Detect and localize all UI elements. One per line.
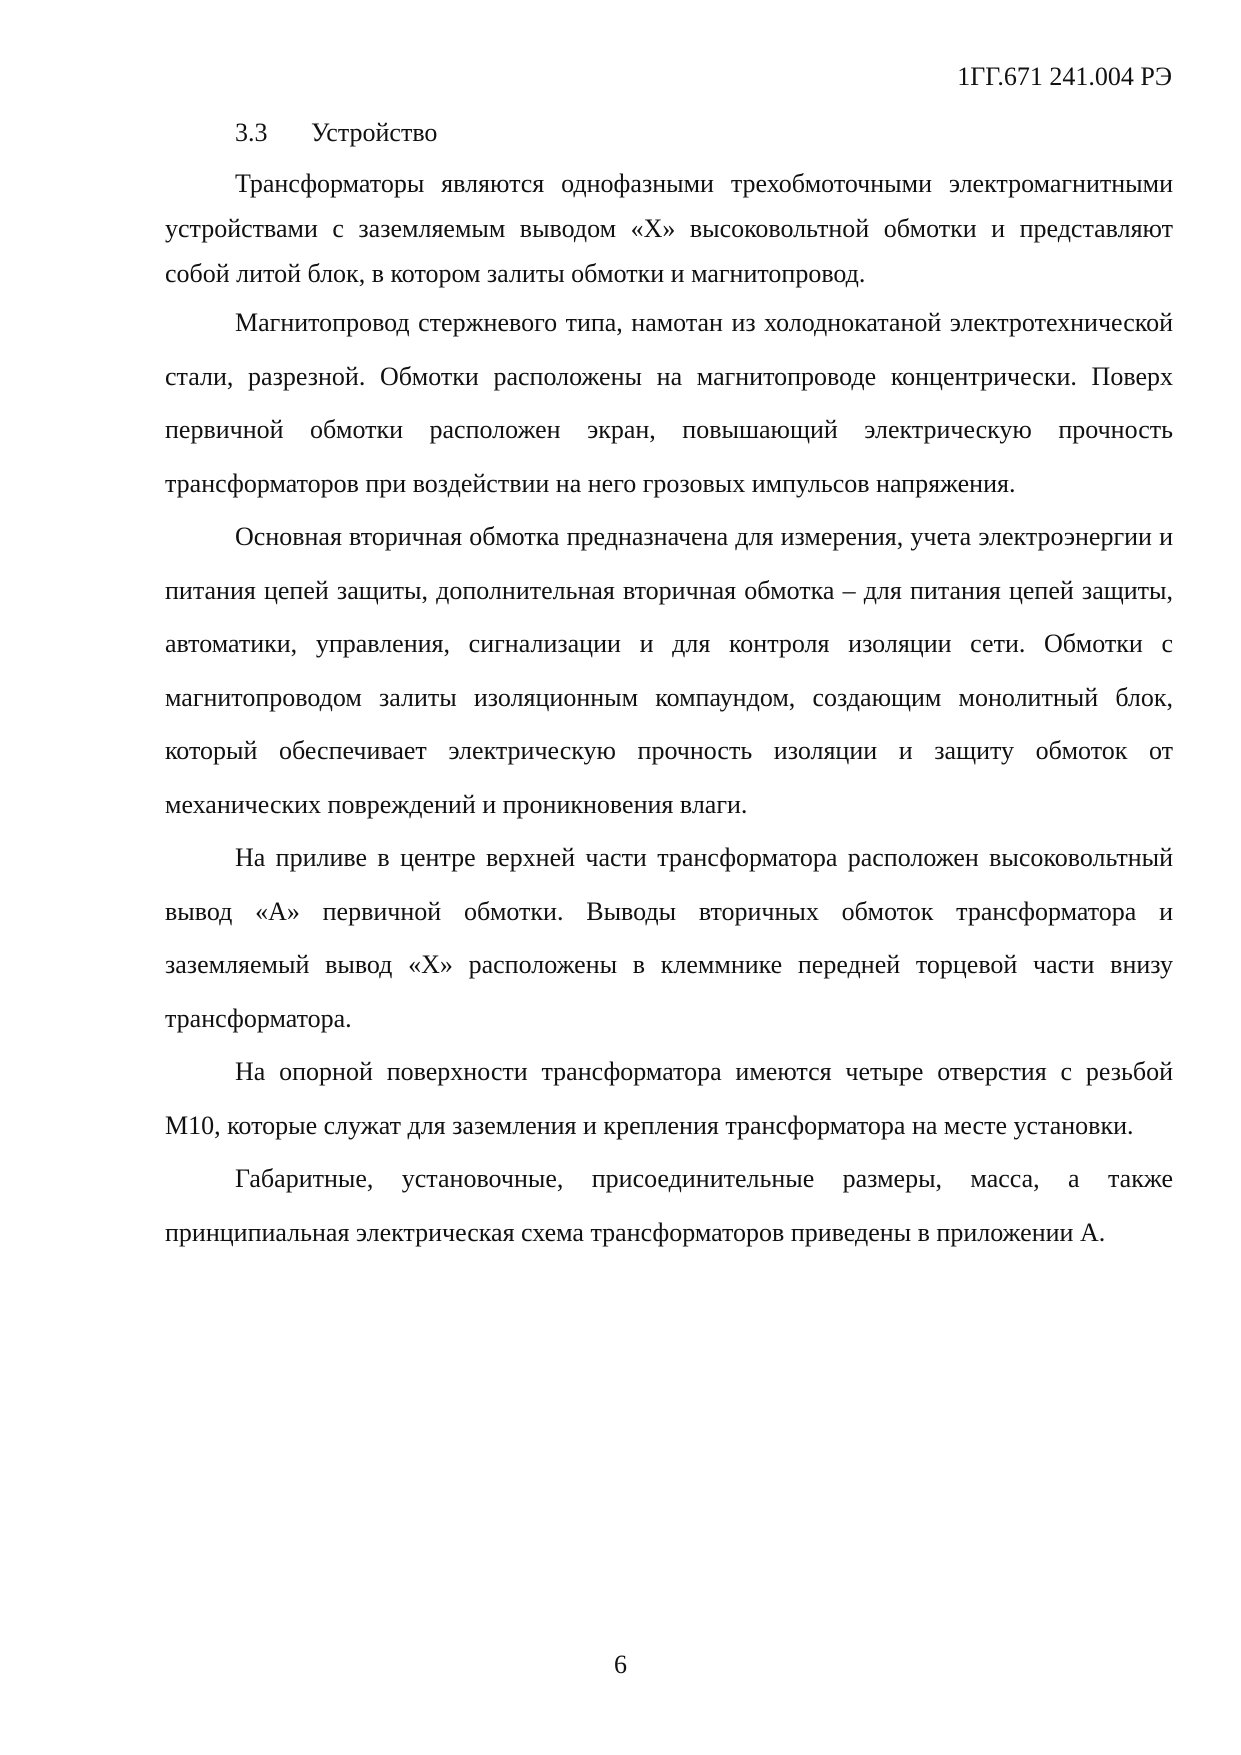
paragraph-secondary-winding: Основная вторичная обмотка предназначена для измерения, учета электроэнергии и питания цепей защиты, дополнительная вторичная обмотка – для питания цепей защиты, автоматики, управления, сигнализации и для контроля изоляции сети. Обмотки с магнитопроводом залиты изоляционным компаундом, создающим монолитный блок, который обеспечивает электрическую прочность изоляции и защиту обмоток от механических повреждений и проникновения влаги. — [165, 522, 1173, 819]
paragraph-mounting: На опорной поверхности трансформатора имеются четыре отверстия с резьбой М10, которые служат для заземления и крепления трансформатора на месте установки. — [165, 1057, 1173, 1140]
section-heading — [235, 118, 437, 148]
body-text — [165, 161, 1173, 1259]
page-number: 6 — [614, 1650, 627, 1679]
section-title: Устройство — [311, 118, 438, 147]
paragraph-terminals: На приливе в центре верхней части трансформатора расположен высоковольтный вывод «А» первичной обмотки. Выводы вторичных обмоток трансформатора и заземляемый вывод «Х» расположены в клеммнике передней торцевой части внизу трансформатора. — [165, 843, 1173, 1033]
paragraph-dimensions: Габаритные, установочные, присоединительные размеры, масса, а также принципиальная электрическая схема трансформаторов приведены в приложении А. — [165, 1164, 1173, 1247]
paragraph-magnetic-core: Магнитопровод стержневого типа, намотан из холоднокатаной электротехнической стали, разрезной. Обмотки расположены на магнитопроводе концентрически. Поверх первичной обмотки расположен экран, повышающий электрическую прочность трансформаторов при воздействии на него грозовых импульсов напряжения. — [165, 308, 1173, 498]
section-number: 3.3 — [235, 118, 268, 147]
paragraph-intro: Трансформаторы являются однофазными трехобмоточными электромагнитными устройствами с заземляемым выводом «Х» высоковольтной обмотки и представляют собой литой блок, в котором залиты обмотки и магнитопровод. — [165, 169, 1173, 288]
document-code: 1ГГ.671 241.004 РЭ — [957, 62, 1172, 91]
